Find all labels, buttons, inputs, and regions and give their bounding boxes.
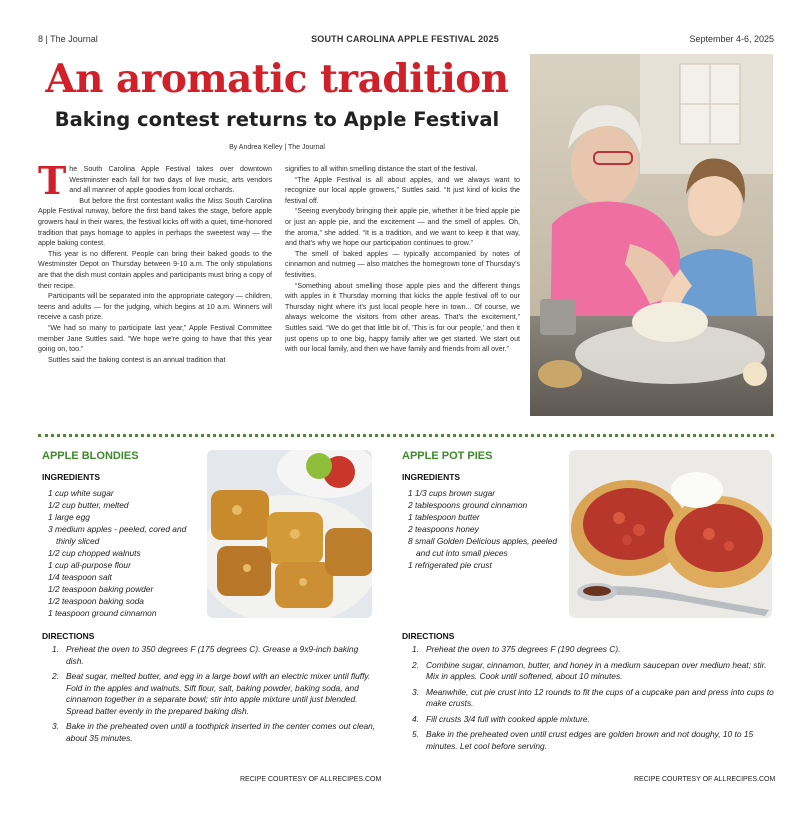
ingredient-item: 1/2 cup chopped walnuts: [48, 548, 141, 558]
blondies-photo: [207, 450, 372, 618]
article-headline: An aromatic tradition: [45, 56, 509, 102]
article-column-2: [285, 164, 520, 355]
step-number: 2.: [412, 659, 419, 670]
step-text: Fill crusts 3/4 full with cooked apple mixture.: [426, 713, 590, 724]
directions-heading: DIRECTIONS: [402, 631, 455, 641]
article-paragraph: But before the first contestant walks the Miss South Carolina Apple Festival runway, before the first band takes the stage, before apple growers haul in their wares, the festival kicks off with a quiet, time-honored tradition that pays homage to apples in perhaps the sweetest way — the apple baking contest.: [38, 196, 272, 248]
step-text: Preheat the oven to 350 degrees F (175 degrees C). Grease a 9x9-inch baking dish.: [66, 644, 359, 666]
recipe-title-pot-pies: APPLE POT PIES: [402, 450, 493, 462]
direction-step: [402, 729, 774, 752]
issue-date: September 4-6, 2025: [689, 34, 774, 44]
article-paragraph: Participants will be separated into the appropriate category — children, teens and adults — for the judging, which begins at 10 a.m. Winners will receive a cash prize.: [38, 292, 272, 322]
baking-photo-illustration: [530, 54, 773, 416]
section-title: SOUTH CAROLINA APPLE FESTIVAL 2025: [311, 34, 499, 44]
baking-photo: [530, 54, 773, 416]
step-number: 1.: [52, 644, 59, 654]
article-paragraph: “Something about smelling those apple pies and the different things with apples in it Thursday morning that kicks the apple festival off to our Thursday night where it's just local people here in town... Of course, we always welcome the visitors from other areas. That's the excitement,” Suttles said. “We do get that little bit of, 'This is for our people,' and then it just opens up to one big, happy family after we get started. We start out with our local family, and then we have family and friends from all over.”: [285, 281, 520, 354]
step-number: 4.: [412, 713, 419, 724]
direction-step: [402, 714, 774, 726]
article-subheadline: Baking contest returns to Apple Festival: [54, 108, 500, 131]
ingredients-heading: INGREDIENTS: [402, 472, 461, 482]
direction-step: [42, 671, 378, 717]
article-paragraph: “The Apple Festival is all about apples, and we always want to recognize our local apple growers,” Suttles said. “It just kind of kicks the festival off.: [285, 175, 520, 205]
ingredient-item: 1 cup all-purpose flour: [48, 560, 131, 570]
pot-pies-illustration: [569, 450, 772, 618]
ingredient-item: 1 refrigerated pie crust: [408, 560, 492, 570]
ingredients-list-pot-pies: [408, 487, 560, 571]
recipe-title-blondies: APPLE BLONDIES: [42, 450, 139, 462]
article-paragraph: The smell of baked apples — typically accompanied by notes of cinnamon and nutmeg — also matches the homegrown tone of Thursday's festivities.: [285, 249, 520, 279]
ingredient-item: 1 tablespoon butter: [408, 512, 480, 522]
article-paragraph: Suttles said the baking contest is an annual tradition that: [48, 355, 226, 364]
directions-heading: DIRECTIONS: [42, 631, 95, 641]
recipe-credit: RECIPE COURTESY OF ALLRECIPES.COM: [634, 776, 776, 783]
step-text: Preheat the oven to 375 degrees F (190 degrees C).: [426, 644, 621, 654]
step-text: Bake in the preheated oven until a toothpick inserted in the center comes out clean, about 35 minutes.: [66, 721, 376, 743]
article-column-1: [38, 158, 272, 365]
step-text: Meanwhile, cut pie crust into 12 rounds to fit the cups of a cupcake pan and press into cups to make crusts.: [426, 686, 774, 708]
ingredient-item: 1/4 teaspoon salt: [48, 572, 112, 582]
page-number-label: 8 | The Journal: [38, 34, 98, 44]
ingredient-item: 3 medium apples - peeled, cored and thinly sliced: [48, 524, 187, 546]
pot-pies-photo: [569, 450, 772, 618]
direction-step: [402, 644, 774, 656]
step-text: Beat sugar, melted butter, and egg in a large bowl with an electric mixer until fluffy. Fold in the apples and walnuts. Sift flour, salt, baking powder, baking soda, and cinnamon together in a separate bowl; stir into apple mixture until just blended. Spread batter evenly in the prepared baking dish.: [66, 671, 371, 716]
directions-list-blondies: [42, 644, 378, 748]
direction-step: [42, 644, 378, 667]
ingredient-item: 1/2 cup butter, melted: [48, 500, 129, 510]
directions-list-pot-pies: [402, 644, 774, 756]
step-text: Bake in the preheated oven until crust edges are golden brown and not doughy, 10 to 15 minutes. Let cool before serving.: [426, 729, 754, 751]
section-divider: [38, 434, 774, 437]
ingredient-item: 1 large egg: [48, 512, 90, 522]
ingredients-heading: INGREDIENTS: [42, 472, 101, 482]
step-text: Combine sugar, cinnamon, butter, and honey in a medium saucepan over medium heat; stir. Mix in apples. Cook until softened, about 10 minutes.: [426, 659, 767, 681]
article-paragraph: “Seeing everybody bringing their apple pie, whether it be fried apple pie or just an apple pie, and the excitement — and the smell of apples. Oh, the aroma,” she added. “It is a tradition, and we want to keep it that way, and that's why we hope our participation continues to grow.”: [285, 207, 520, 248]
article-paragraph: “We had so many to participate last year,” Apple Festival Committee member Jane Suttles said. “We hope we're going to have that this year going on, too.”: [38, 323, 272, 354]
ingredient-item: 1 1/3 cups brown sugar: [408, 488, 496, 498]
ingredient-item: 1 teaspoon ground cinnamon: [48, 608, 157, 618]
first-paragraph-text: he South Carolina Apple Festival takes over downtown Westminster each fall for two days of live music, arts vendors and all manner of apple goodies from local orchards.: [69, 165, 272, 195]
step-number: 5.: [412, 729, 419, 739]
step-number: 3.: [412, 686, 419, 697]
ingredient-item: 2 teaspoons honey: [408, 524, 479, 534]
ingredient-item: 1/2 teaspoon baking powder: [48, 584, 154, 594]
direction-step: [42, 721, 378, 744]
article-paragraph: This year is no different. People can bring their baked goods to the Westminster Depot on Thursday between 9-10 a.m. The only stipulations are that the dish must contain apples and participants must bring a copy of their recipe.: [38, 249, 272, 290]
article-byline: By Andrea Kelley | The Journal: [229, 144, 325, 151]
blondies-illustration: [207, 450, 372, 618]
drop-cap: T: [38, 158, 67, 203]
article-paragraph: [38, 158, 272, 203]
ingredient-item: 2 tablespoons ground cinnamon: [408, 500, 528, 510]
ingredient-item: 1/2 teaspoon baking soda: [48, 596, 144, 606]
ingredients-list-blondies: [48, 487, 198, 619]
article-paragraph: signifies to all within smelling distance the start of the festival.: [285, 165, 478, 173]
direction-step: [402, 687, 774, 710]
step-number: 2.: [52, 671, 59, 681]
ingredient-item: 8 small Golden Delicious apples, peeled and cut into small pieces: [408, 536, 557, 558]
recipe-credit: RECIPE COURTESY OF ALLRECIPES.COM: [240, 776, 382, 783]
step-number: 3.: [52, 721, 59, 731]
direction-step: [402, 660, 774, 683]
ingredient-item: 1 cup white sugar: [48, 488, 114, 498]
step-number: 1.: [412, 644, 419, 654]
